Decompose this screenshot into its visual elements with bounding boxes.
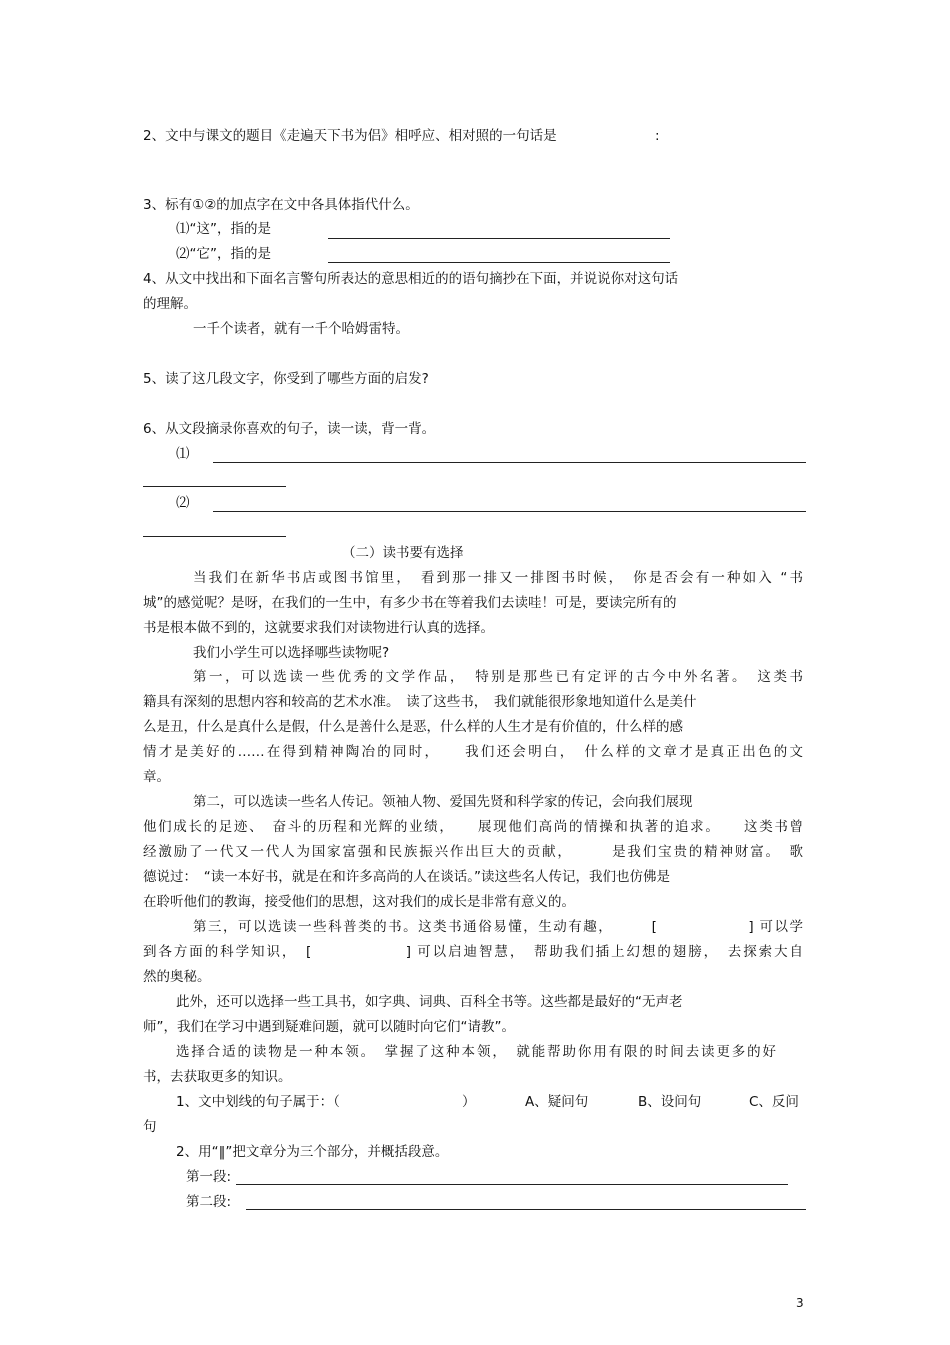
question-3-sub2: ⑵“它”，指的是: [176, 246, 271, 262]
question-5: 5、读了这几段文字，你受到了哪些方面的启发?: [143, 371, 429, 387]
question-6-item1: ⑴: [176, 446, 190, 462]
page-number: 3: [796, 1296, 804, 1310]
answer-line-6-1a[interactable]: [213, 462, 806, 463]
section-title: （二）读书要有选择: [342, 545, 464, 561]
question-3: 3、标有①②的加点字在文中各具体指代什么。: [143, 197, 419, 213]
passage-p4-line5: 在聆听他们的教诲，接受他们的思想，这对我们的成长是非常有意义的。: [143, 894, 575, 910]
question-4-line2: 的理解。: [143, 296, 197, 312]
question-4-quote: 一千个读者，就有一千个哈姆雷特。: [193, 321, 409, 337]
passage-p4-line2: 他们成长的足迹、 奋斗的历程和光辉的业绩， 展现他们高尚的情操和执著的追求。 这类书曾: [143, 819, 803, 835]
answer-line-3-2[interactable]: [328, 262, 670, 263]
question-6-item2: ⑵: [176, 495, 190, 511]
passage-p3-line3: 么是丑，什么是真什么是假，什么是善什么是恶，什么样的人生才是有价值的，什么样的感: [143, 719, 683, 735]
passage-p1-line2: 城”的感觉呢？是呀，在我们的一生中，有多少书在等着我们去读哇！可是，要读完所有的: [143, 595, 677, 611]
question-2: 2、文中与课文的题目《走遍天下书为侣》相呼应、相对照的一句话是: [143, 128, 557, 144]
passage-p3-line1: 第一，可以选读一些优秀的文学作品， 特别是那些已有定评的古今中外名著。 这类书: [193, 669, 803, 685]
answer-line-3-1[interactable]: [328, 238, 670, 239]
exercise-1-option-c[interactable]: C、反问: [749, 1094, 799, 1110]
passage-p1-line3: 书是根本做不到的，这就要求我们对读物进行认真的选择。: [143, 620, 494, 636]
exercise-1-option-b[interactable]: B、设问句: [638, 1094, 702, 1110]
passage-p6-line1: 此外，还可以选择一些工具书，如字典、词典、百科全书等。这些都是最好的“无声老: [176, 994, 683, 1010]
answer-line-seg2[interactable]: [246, 1209, 806, 1210]
exercise-1-wrap: 句: [143, 1119, 157, 1135]
passage-p5-line1: 第三，可以选读一些科普类的书。这类书通俗易懂，生动有趣， [ ] 可以学: [193, 919, 803, 935]
answer-line-6-2b[interactable]: [143, 536, 286, 537]
passage-p6-line2: 师”，我们在学习中遇到疑难问题，就可以随时向它们“请教”。: [143, 1019, 515, 1035]
exercise-2-seg2: 第二段:: [186, 1194, 232, 1210]
exercise-2-seg1: 第一段:: [186, 1169, 232, 1185]
passage-p2: 我们小学生可以选择哪些读物呢?: [193, 645, 390, 661]
passage-p7-line1: 选择合适的读物是一种本领。 掌握了这种本领， 就能帮助你用有限的时间去读更多的好: [176, 1044, 776, 1060]
exercise-1: 1、文中划线的句子属于：（: [176, 1094, 340, 1110]
exercise-2: 2、用“‖”把文章分为三个部分，并概括段意。: [176, 1144, 449, 1160]
answer-line-6-1b[interactable]: [143, 486, 286, 487]
answer-line-6-2a[interactable]: [213, 511, 806, 512]
passage-p5-line2: 到各方面的科学知识， [ ] 可以启迪智慧， 帮助我们插上幻想的翅膀， 去探索大自: [143, 944, 803, 960]
passage-p4-line3: 经激励了一代又一代人为国家富强和民族振兴作出巨大的贡献， 是我们宝贵的精神财富。 歌: [143, 844, 803, 860]
exercise-1-option-a[interactable]: A、疑问句: [525, 1094, 589, 1110]
passage-p4-line4: 德说过： “读一本好书，就是在和许多高尚的人在谈话。”读这些名人传记，我们也仿佛是: [143, 869, 670, 885]
question-2-colon: :: [655, 128, 660, 144]
passage-p1-line1: 当我们在新华书店或图书馆里， 看到那一排又一排图书时候， 你是否会有一种如入 “书: [193, 570, 803, 586]
passage-p7-line2: 书，去获取更多的知识。: [143, 1069, 292, 1085]
answer-line-seg1[interactable]: [236, 1184, 788, 1185]
passage-p3-line4: 情才是美好的……在得到精神陶冶的同时， 我们还会明白， 什么样的文章才是真正出色的文: [143, 744, 803, 760]
passage-p4-line1: 第二，可以选读一些名人传记。领袖人物、爱国先贤和科学家的传记，会向我们展现: [193, 794, 693, 810]
exercise-1-close: ）: [462, 1094, 476, 1110]
passage-p5-line3: 然的奥秘。: [143, 969, 211, 985]
question-6: 6、从文段摘录你喜欢的句子，读一读，背一背。: [143, 421, 436, 437]
passage-p3-line2: 籍具有深刻的思想内容和较高的艺术水准。 读了这些书， 我们就能很形象地知道什么是美什: [143, 694, 697, 710]
passage-p3-line5: 章。: [143, 769, 170, 785]
question-4-line1: 4、从文中找出和下面名言警句所表达的意思相近的的语句摘抄在下面，并说说你对这句话: [143, 271, 679, 287]
question-3-sub1: ⑴“这”，指的是: [176, 221, 271, 237]
